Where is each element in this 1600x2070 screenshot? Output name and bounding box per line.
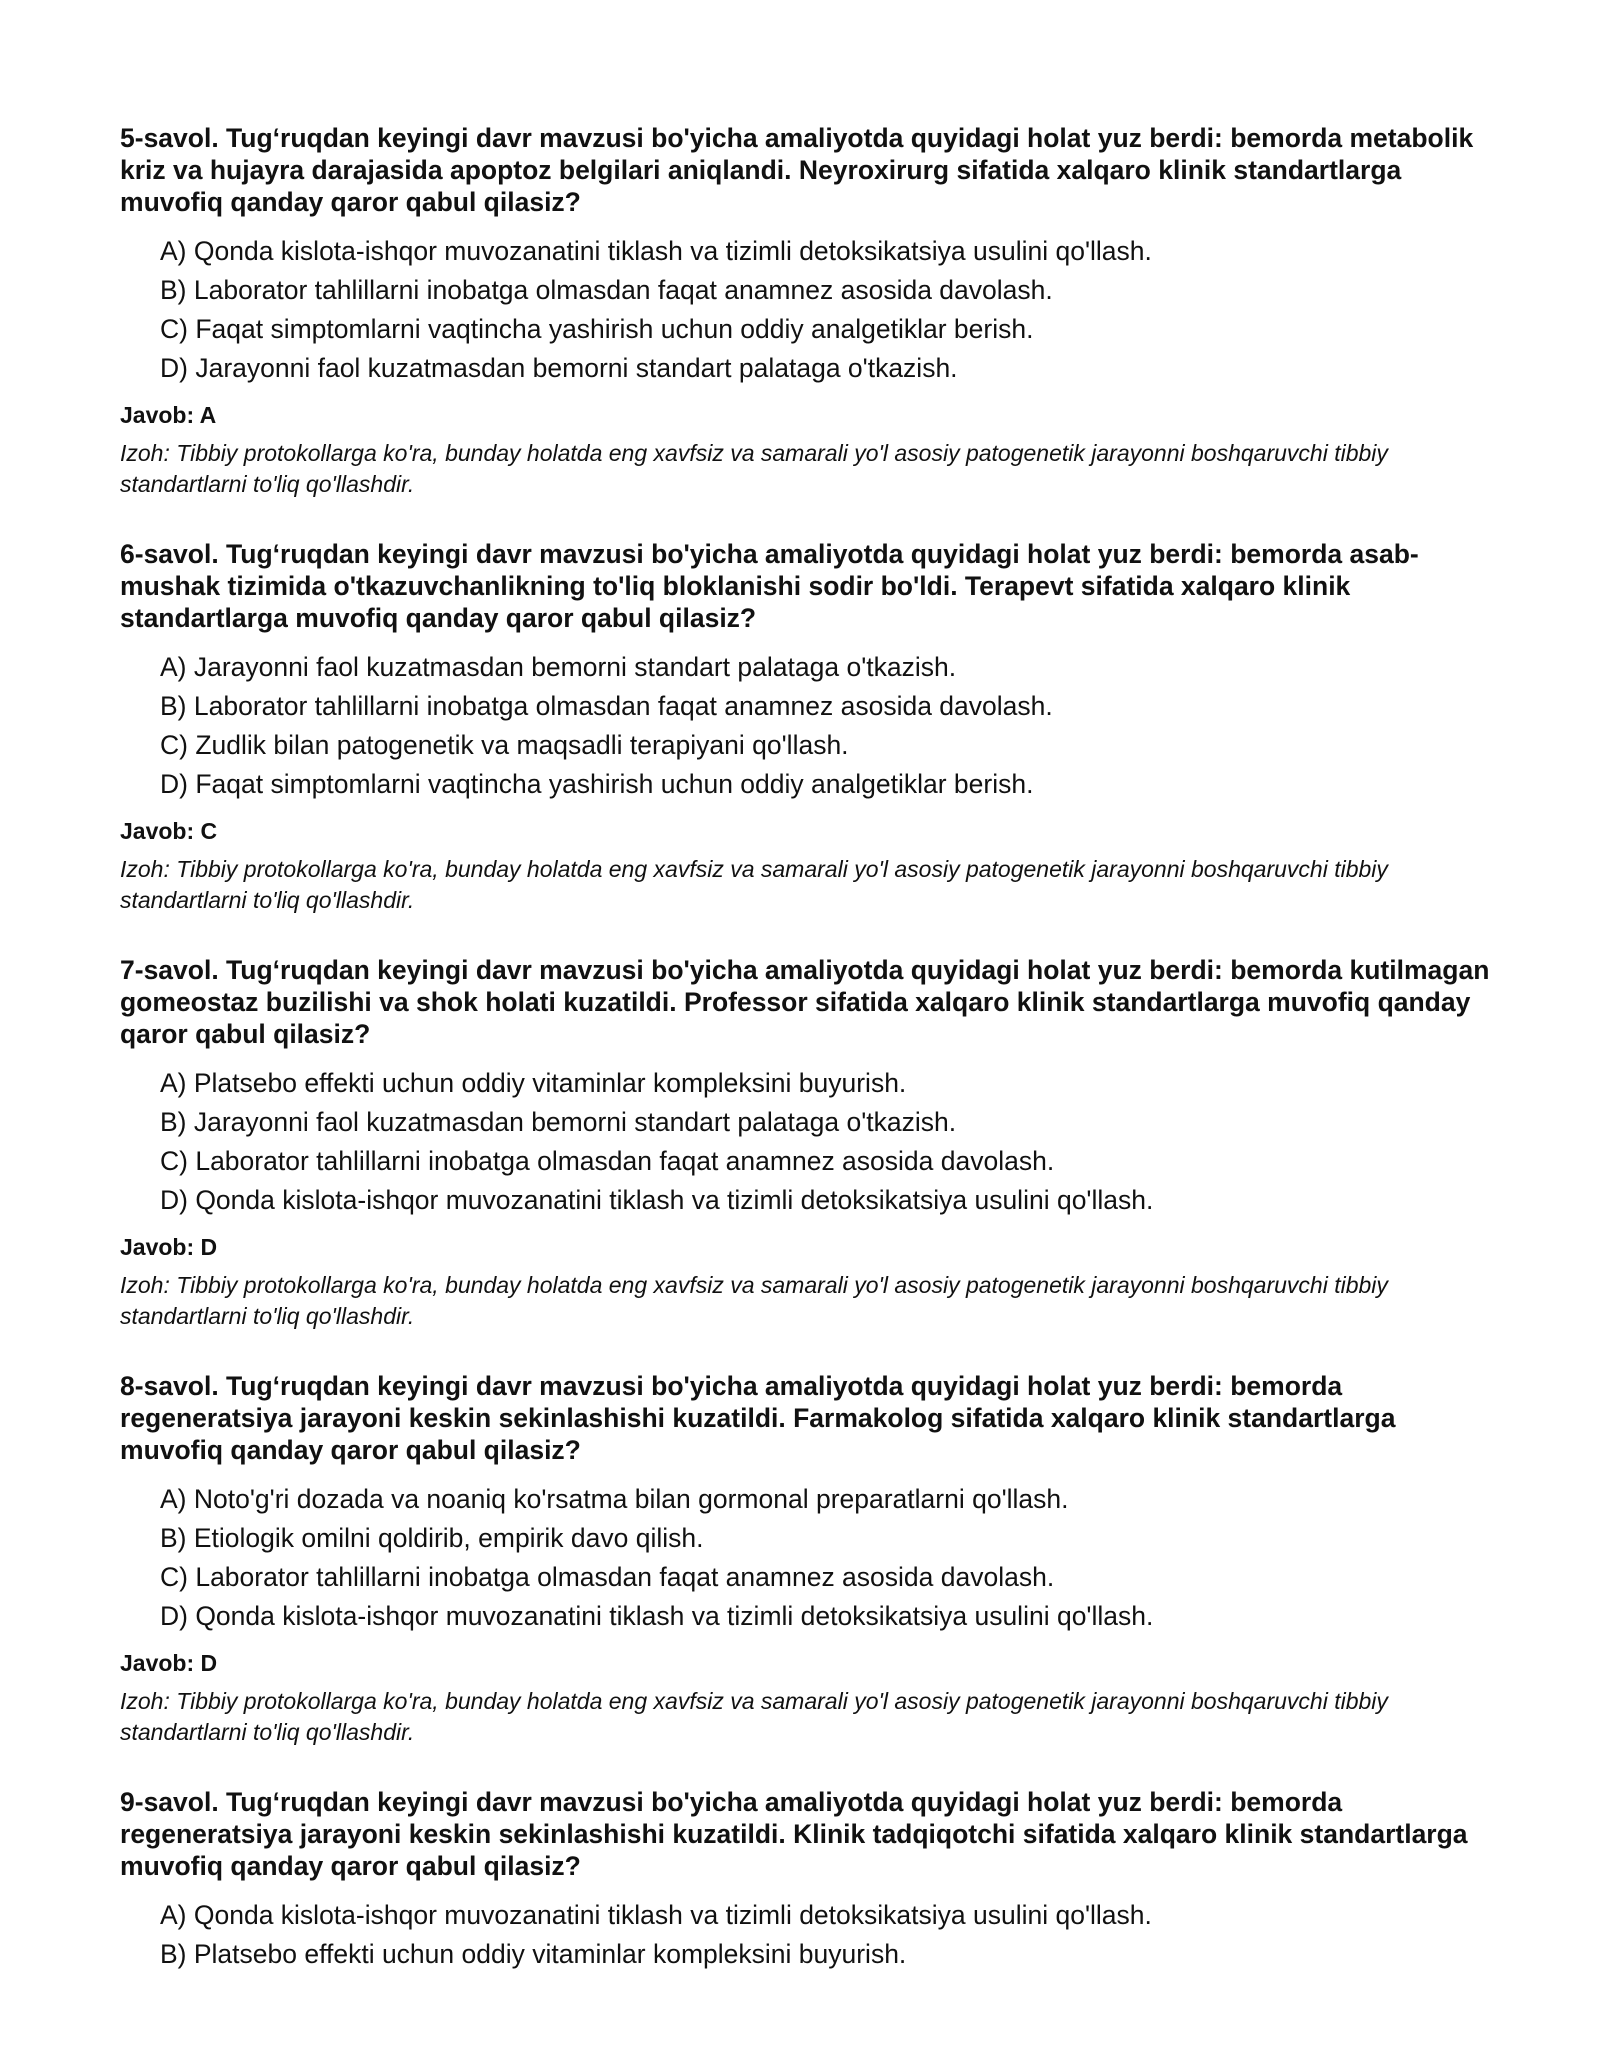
question-block (120, 954, 1492, 1332)
answer-options (160, 648, 1492, 804)
question-title: 8-savol. Tug‘ruqdan keyingi davr mavzusi bo'yicha amaliyotda quyidagi holat yuz berdi: bemorda regeneratsiya jarayoni keskin sekinlashishi kuzatildi. Farmakolog sifatida xalqaro klinik standartlarga muvofiq qanday qaror qabul qilasiz? (120, 1371, 1396, 1465)
question-title: 6-savol. Tug‘ruqdan keyingi davr mavzusi bo'yicha amaliyotda quyidagi holat yuz berdi: bemorda asab-mushak tizimida o'tkazuvchanlikning to'liq bloklanishi sodir bo'ldi. Terapevt sifatida xalqaro klinik standartlarga muvofiq qanday qaror qabul qilasiz? (120, 539, 1419, 633)
option-c: C) Faqat simptomlarni vaqtincha yashirish uchun oddiy analgetiklar berish. (160, 314, 1034, 344)
answer-key: Javob: A (120, 402, 217, 428)
option-c: C) Laborator tahlillarni inobatga olmasdan faqat anamnez asosida davolash. (160, 1146, 1055, 1176)
option-a: A) Qonda kislota-ishqor muvozanatini tiklash va tizimli detoksikatsiya usulini qo'llash. (160, 236, 1152, 266)
question-title: 5-savol. Tug‘ruqdan keyingi davr mavzusi bo'yicha amaliyotda quyidagi holat yuz berdi: bemorda metabolik kriz va hujayra darajasida apoptoz belgilari aniqlandi. Neyroxirurg sifatida xalqaro klinik standartlarga muvofiq qanday qaror qabul qilasiz? (120, 123, 1474, 217)
option-d: D) Faqat simptomlarni vaqtincha yashirish uchun oddiy analgetiklar berish. (160, 769, 1034, 799)
answer-key: Javob: D (120, 1650, 218, 1676)
option-d: D) Jarayonni faol kuzatmasdan bemorni standart palataga o'tkazish. (160, 353, 958, 383)
document-page (120, 122, 1492, 2012)
option-a: A) Qonda kislota-ishqor muvozanatini tiklash va tizimli detoksikatsiya usulini qo'llash. (160, 1900, 1152, 1930)
option-d: D) Qonda kislota-ishqor muvozanatini tiklash va tizimli detoksikatsiya usulini qo'llash. (160, 1185, 1154, 1215)
option-c: C) Zudlik bilan patogenetik va maqsadli terapiyani qo'llash. (160, 730, 849, 760)
question-block (120, 538, 1492, 916)
question-title: 9-savol. Tug‘ruqdan keyingi davr mavzusi bo'yicha amaliyotda quyidagi holat yuz berdi: bemorda regeneratsiya jarayoni keskin sekinlashishi kuzatildi. Klinik tadqiqotchi sifatida xalqaro klinik standartlarga muvofiq qanday qaror qabul qilasiz? (120, 1787, 1468, 1881)
option-b: B) Laborator tahlillarni inobatga olmasdan faqat anamnez asosida davolash. (160, 275, 1053, 305)
option-a: A) Platsebo effekti uchun oddiy vitaminlar kompleksini buyurish. (160, 1068, 907, 1098)
answer-options (160, 1064, 1492, 1220)
explanation-note: Izoh: Tibbiy protokollarga ko'ra, bunday holatda eng xavfsiz va samarali yo'l asosiy patogenetik jarayonni boshqaruvchi tibbiy standartlarni to'liq qo'llashdir. (120, 1272, 1388, 1329)
option-d: D) Qonda kislota-ishqor muvozanatini tiklash va tizimli detoksikatsiya usulini qo'llash. (160, 1601, 1154, 1631)
option-b: B) Jarayonni faol kuzatmasdan bemorni standart palataga o'tkazish. (160, 1107, 957, 1137)
explanation-note: Izoh: Tibbiy protokollarga ko'ra, bunday holatda eng xavfsiz va samarali yo'l asosiy patogenetik jarayonni boshqaruvchi tibbiy standartlarni to'liq qo'llashdir. (120, 440, 1388, 497)
answer-key: Javob: D (120, 1234, 218, 1260)
option-a: A) Jarayonni faol kuzatmasdan bemorni standart palataga o'tkazish. (160, 652, 957, 682)
answer-options (160, 232, 1492, 388)
question-block (120, 1370, 1492, 1748)
option-b: B) Platsebo effekti uchun oddiy vitaminlar kompleksini buyurish. (160, 1939, 907, 1969)
answer-options (160, 1896, 1492, 1974)
explanation-note: Izoh: Tibbiy protokollarga ko'ra, bunday holatda eng xavfsiz va samarali yo'l asosiy patogenetik jarayonni boshqaruvchi tibbiy standartlarni to'liq qo'llashdir. (120, 856, 1388, 913)
option-b: B) Etiologik omilni qoldirib, empirik davo qilish. (160, 1523, 704, 1553)
question-title: 7-savol. Tug‘ruqdan keyingi davr mavzusi bo'yicha amaliyotda quyidagi holat yuz berdi: bemorda kutilmagan gomeostaz buzilishi va shok holati kuzatildi. Professor sifatida xalqaro klinik standartlarga muvofiq qanday qaror qabul qilasiz? (120, 955, 1490, 1049)
option-b: B) Laborator tahlillarni inobatga olmasdan faqat anamnez asosida davolash. (160, 691, 1053, 721)
option-c: C) Laborator tahlillarni inobatga olmasdan faqat anamnez asosida davolash. (160, 1562, 1055, 1592)
explanation-note: Izoh: Tibbiy protokollarga ko'ra, bunday holatda eng xavfsiz va samarali yo'l asosiy patogenetik jarayonni boshqaruvchi tibbiy standartlarni to'liq qo'llashdir. (120, 1688, 1388, 1745)
answer-key: Javob: C (120, 818, 218, 844)
option-a: A) Noto'g'ri dozada va noaniq ko'rsatma bilan gormonal preparatlarni qo'llash. (160, 1484, 1069, 1514)
question-block (120, 1786, 1492, 1974)
question-block (120, 122, 1492, 500)
answer-options (160, 1480, 1492, 1636)
